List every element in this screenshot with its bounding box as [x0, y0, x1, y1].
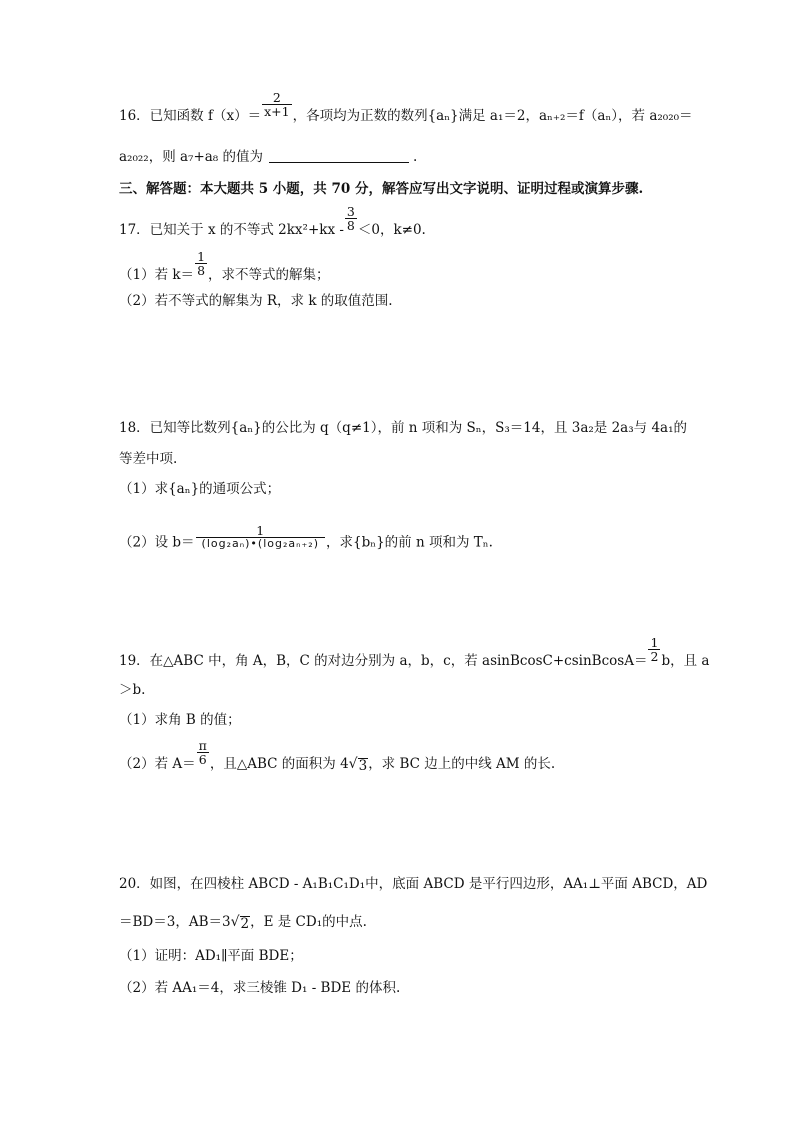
- q16-text-cont: ，各项均为正数的数列{aₙ}满足 a₁＝2，aₙ₊₂＝f（aₙ），若 a₂₀₂₀＝: [292, 108, 693, 125]
- q19-part2-text-cont: ，求 BC 边上的中线 AM 的长.: [368, 756, 556, 773]
- fraction-numerator: 1: [256, 523, 265, 538]
- section-header: 三、解答题：本大题共 5 小题，共 70 分，解答应写出文字说明、证明过程或演算步骤.: [119, 181, 644, 197]
- q20-part-1: （1）证明：AD₁∥平面 BDE；: [119, 948, 303, 964]
- q17-part1-fraction: [195, 250, 207, 277]
- fraction-numerator: 2: [272, 90, 281, 105]
- q19-part2-text: （2）若 A＝: [119, 756, 196, 773]
- q20-part-2: （2）若 AA₁＝4，求三棱锥 D₁ - BDE 的体积.: [119, 980, 401, 996]
- radicand: 3: [358, 758, 368, 775]
- q20-line-2: [119, 910, 367, 932]
- q18-fraction: [196, 524, 325, 550]
- q16-fraction: [262, 91, 291, 118]
- radicand: 2: [240, 916, 250, 932]
- q17-fraction: [345, 205, 357, 232]
- fraction-denominator: 8: [346, 218, 355, 234]
- fraction-denominator: (log₂aₙ)•(log₂aₙ₊₂): [196, 537, 325, 550]
- q17-part-1: [119, 249, 330, 289]
- fraction-numerator: π: [198, 738, 207, 753]
- sqrt-expression: [349, 757, 369, 774]
- q19-part2-fraction: [197, 739, 209, 766]
- q17-text: 17．已知关于 x 的不等式 2kx²+kx -: [119, 222, 344, 239]
- fraction-denominator: x+1: [264, 104, 290, 120]
- sqrt-expression: [231, 915, 251, 932]
- fraction-denominator: 2: [650, 649, 659, 665]
- fraction-numerator: 3: [346, 204, 355, 219]
- radical-sign: √: [348, 756, 358, 773]
- q20-text-cont: ，E 是 CD₁的中点.: [250, 914, 367, 930]
- q19-fraction: [648, 636, 660, 663]
- fraction-numerator: 1: [197, 249, 206, 264]
- q17-part-2: （2）若不等式的解集为 R，求 k 的取值范围.: [119, 293, 393, 309]
- q20-text: ＝BD＝3，AB＝3: [119, 914, 231, 930]
- q16-line-1: [119, 90, 693, 130]
- q16-line-2: [119, 145, 417, 165]
- q18-part-1: （1）求{aₙ}的通项公式；: [119, 481, 281, 497]
- fraction-denominator: 8: [197, 263, 206, 279]
- q17-part1-text-cont: ，求不等式的解集；: [208, 267, 330, 284]
- q18-part-2: [119, 523, 493, 556]
- q19-part-2: [119, 738, 556, 778]
- q19-part2-text-mid: ，且△ABC 的面积为 4: [209, 756, 349, 773]
- q17-text-cont: ＜0，k≠0.: [357, 222, 426, 239]
- q19-line-1: [119, 635, 710, 675]
- q19-line-2: ＞b.: [119, 682, 146, 698]
- q18-part2-text: （2）设 b＝: [119, 534, 195, 551]
- q16-text-2: a₂₀₂₂，则 a₇+a₈ 的值为: [119, 149, 264, 165]
- q19-text: 19．在△ABC 中，角 A，B，C 的对边分别为 a，b，c，若 asinBcosC+csinBcosA＝: [119, 653, 648, 670]
- q17-line-1: [119, 204, 426, 244]
- q20-line-1: 20．如图，在四棱柱 ABCD - A₁B₁C₁D₁中，底面 ABCD 是平行四边形，AA₁⊥平面 ABCD，AD: [119, 876, 708, 892]
- q16-text: 16．已知函数 f（x）＝: [119, 108, 262, 125]
- q18-line-2: 等差中项.: [119, 451, 178, 467]
- radical-sign: √: [230, 914, 240, 930]
- fraction-numerator: 1: [650, 635, 659, 650]
- q19-part-1: （1）求角 B 的值；: [119, 712, 241, 728]
- q16-period: .: [413, 149, 418, 165]
- q18-line-1: 18．已知等比数列{aₙ}的公比为 q（q≠1），前 n 项和为 Sₙ，S₃＝14，且 3a₂是 2a₃与 4a₁的: [119, 420, 687, 436]
- q17-part1-text: （1）若 k＝: [119, 267, 195, 284]
- fraction-denominator: 6: [198, 752, 207, 768]
- answer-blank[interactable]: [269, 149, 409, 163]
- q18-part2-text-cont: ，求{bₙ}的前 n 项和为 Tₙ.: [326, 534, 493, 551]
- q19-text-cont: b，且 a: [661, 653, 710, 670]
